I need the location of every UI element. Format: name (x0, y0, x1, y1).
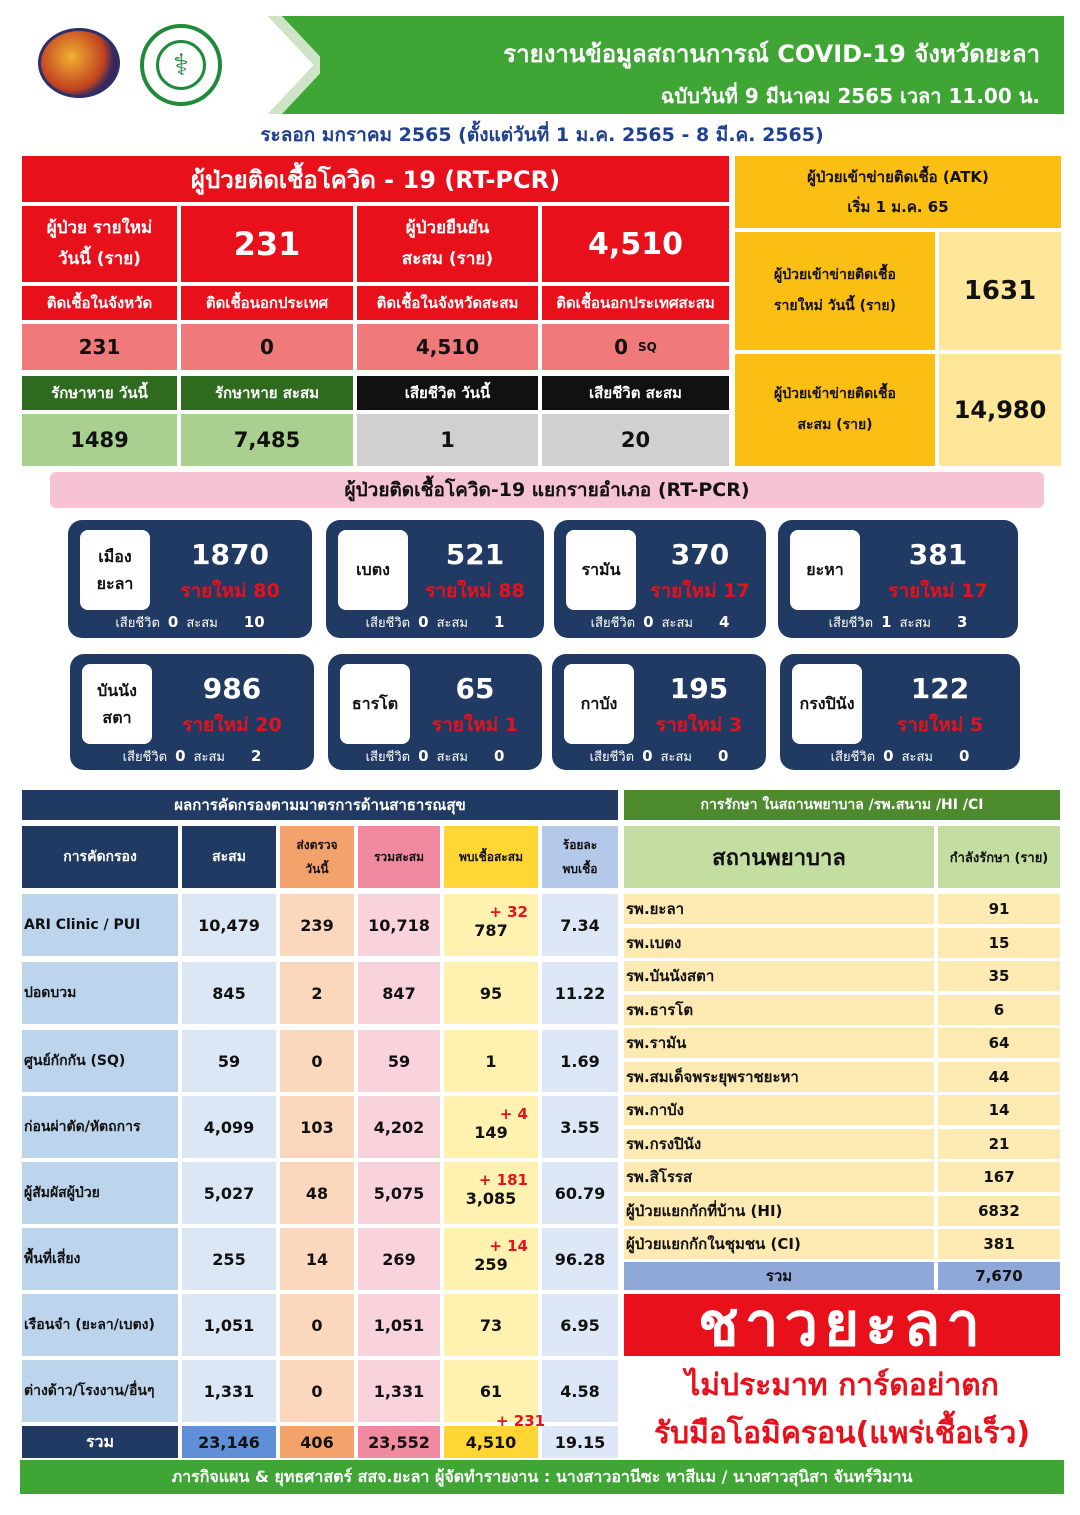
district-name (338, 530, 408, 610)
death-cum-label: สะสม (436, 616, 468, 631)
screening-cell-found (444, 1096, 538, 1158)
screening-cell-today: 2 (280, 962, 354, 1024)
district-new-cases: รายใหม่ 1 (431, 714, 519, 736)
district-name-line1: บันนัง (97, 680, 137, 700)
screening-found-value: 259 (474, 1254, 508, 1274)
new-today-value: 231 (181, 206, 353, 282)
screening-cell-name: ARI Clinic / PUI (22, 894, 178, 956)
death-total: 0 (493, 747, 505, 765)
screening-found-increase: + 181 (478, 1170, 528, 1189)
death-label: เสียชีวิต (115, 616, 160, 631)
screening-cell-found (444, 894, 538, 956)
atk-total-label (735, 354, 935, 466)
rtpcr-title: ผู้ป่วยติดเชื้อโควิด - 19 (RT-PCR) (22, 156, 729, 202)
district-name-line1: รามัน (581, 560, 621, 580)
death-total-value: 20 (542, 414, 729, 466)
hospital-count: 91 (938, 894, 1060, 924)
screening-header-pct-line1: ร้อยละ (562, 838, 598, 852)
district-deaths (778, 612, 1018, 633)
district-card (70, 654, 314, 770)
death-label: เสียชีวิต (830, 750, 876, 765)
district-name-line1: เบตง (356, 560, 390, 580)
hospital-count: 35 (938, 961, 1060, 991)
sub-label-abroad-cum: ติดเชื้อนอกประเทศสะสม (542, 286, 729, 320)
screening-cell-name: เรือนจำ (ยะลา/เบตง) (22, 1294, 178, 1356)
death-cum-label: สะสม (901, 750, 933, 765)
hospital-name: รพ.เบตง (624, 928, 934, 958)
new-today-label-line1: ผู้ป่วย รายใหม่ (46, 218, 153, 239)
district-card (780, 654, 1020, 770)
recovered-total-value: 7,485 (181, 414, 353, 466)
screening-header-today-line2: วันนี้ (305, 862, 329, 876)
district-total: 381 (908, 538, 968, 571)
new-today-label (22, 206, 177, 282)
hospital-count: 15 (938, 928, 1060, 958)
screening-cell-cum: 59 (182, 1030, 276, 1092)
sub-label-local-cum: ติดเชื้อในจังหวัดสะสม (357, 286, 538, 320)
screening-cell-pct: 4.58 (542, 1360, 618, 1422)
campaign-line2: ไม่ประมาท การ์ดอย่าตก (685, 1368, 999, 1403)
district-name (82, 664, 152, 744)
caduceus-icon: ⚕ (156, 40, 206, 90)
campaign-line3: รับมือโอมิครอน(แพร่เชื้อเร็ว) (653, 1416, 1031, 1451)
screening-cell-cum: 10,479 (182, 894, 276, 956)
district-new-cases: รายใหม่ 20 (182, 714, 282, 736)
atk-total-value: 14,980 (939, 354, 1061, 466)
screening-cell-pct: 60.79 (542, 1162, 618, 1224)
district-name-line2: สตา (102, 708, 132, 727)
new-today-label-line2: วันนี้ (ราย) (58, 249, 141, 269)
hospital-name: รพ.กาบัง (624, 1095, 934, 1125)
district-total: 1870 (191, 538, 269, 571)
districts-title: ผู้ป่วยติดเชื้อโควิด-19 แยกรายอำเภอ (RT-PCR) (50, 472, 1044, 508)
death-today: 0 (418, 747, 429, 765)
screening-cell-total: 847 (358, 962, 440, 1024)
hospital-count: 167 (938, 1162, 1060, 1192)
screening-cell-today: 0 (280, 1030, 354, 1092)
district-new-cases: รายใหม่ 88 (425, 580, 525, 602)
screening-cell-name: พื้นที่เสี่ยง (22, 1228, 178, 1290)
hospital-name: รพ.ยะลา (624, 894, 934, 924)
screening-cell-total: 5,075 (358, 1162, 440, 1224)
hospital-name: รพ.รามัน (624, 1028, 934, 1058)
screening-cell-found: 73 (444, 1294, 538, 1356)
district-deaths (68, 612, 312, 633)
screening-header-name: การคัดกรอง (22, 826, 178, 888)
hospital-count: 44 (938, 1062, 1060, 1092)
screening-cell-found (444, 1228, 538, 1290)
death-total: 0 (717, 747, 729, 765)
district-card (328, 654, 542, 770)
district-deaths (70, 746, 314, 767)
district-name-line1: ยะหา (806, 560, 844, 580)
screening-cell-cum: 845 (182, 962, 276, 1024)
screening-cell-cum: 255 (182, 1228, 276, 1290)
death-cum-label: สะสม (436, 750, 468, 765)
district-deaths (554, 612, 766, 633)
report-edition: ฉบับวันที่ 9 มีนาคม 2565 เวลา 11.00 น. (660, 84, 1040, 108)
screening-cell-found (444, 1162, 538, 1224)
atk-title (735, 156, 1061, 228)
screening-total-total: 23,552 (358, 1426, 440, 1458)
screening-cell-total: 1,051 (358, 1294, 440, 1356)
district-name (80, 530, 150, 610)
hospital-total-value: 7,670 (938, 1262, 1060, 1290)
screening-cell-today: 0 (280, 1294, 354, 1356)
screening-cell-found: 61 (444, 1360, 538, 1422)
district-total: 195 (669, 672, 729, 705)
screening-cell-today: 14 (280, 1228, 354, 1290)
death-label: เสียชีวิต (365, 616, 411, 631)
screening-cell-today: 48 (280, 1162, 354, 1224)
cumulative-label-line2: สะสม (ราย) (401, 249, 494, 269)
screening-found-increase: + 14 (489, 1236, 528, 1255)
screening-cell-found: 1 (444, 1030, 538, 1092)
screening-cell-found: 95 (444, 962, 538, 1024)
screening-cell-name: ศูนย์กักกัน (SQ) (22, 1030, 178, 1092)
death-total: 3 (956, 613, 968, 631)
atk-new-label-line1: ผู้ป่วยเข้าข่ายติดเชื้อ (774, 267, 896, 284)
recovered-today-value: 1489 (22, 414, 177, 466)
death-label: เสียชีวิต (122, 750, 168, 765)
hospital-count: 381 (938, 1229, 1060, 1259)
death-total-label: เสียชีวิต สะสม (542, 376, 729, 410)
death-today: 0 (175, 747, 186, 765)
screening-cell-today: 0 (280, 1360, 354, 1422)
sub-label-local: ติดเชื้อในจังหวัด (22, 286, 177, 320)
hospital-count: 21 (938, 1129, 1060, 1159)
province-seal-icon (38, 28, 120, 98)
screening-cell-pct: 7.34 (542, 894, 618, 956)
screening-found-increase: + 32 (489, 902, 528, 921)
screening-cell-total: 4,202 (358, 1096, 440, 1158)
district-name-line1: กาบัง (580, 694, 618, 714)
death-cum-label: สะสม (661, 616, 693, 631)
death-today: 0 (643, 613, 654, 631)
district-name-line1: เมือง (98, 546, 132, 566)
screening-cell-total: 10,718 (358, 894, 440, 956)
district-name-line1: กรงปินัง (799, 694, 855, 714)
atk-new-label (735, 232, 935, 350)
district-new-cases: รายใหม่ 80 (180, 580, 280, 602)
hospital-name: ผู้ป่วยแยกกักที่บ้าน (HI) (624, 1196, 934, 1226)
hospital-name: รพ.กรงปินัง (624, 1129, 934, 1159)
abroad-cum-number: 0 (614, 335, 629, 359)
death-today: 0 (418, 613, 429, 631)
atk-title-line1: ผู้ป่วยเข้าข่ายติดเชื้อ (ATK) (807, 168, 989, 186)
hospital-name: ผู้ป่วยแยกกักในชุมชน (CI) (624, 1229, 934, 1259)
death-cum-label: สะสม (899, 616, 931, 631)
district-card (68, 520, 312, 638)
screening-header-total: รวมสะสม (358, 826, 440, 888)
sub-value-local-cum: 4,510 (357, 324, 538, 370)
atk-new-value: 1631 (939, 232, 1061, 350)
hospital-col-count: กำลังรักษา (ราย) (938, 826, 1060, 888)
screening-total-pct: 19.15 (542, 1426, 618, 1458)
screening-cell-pct: 3.55 (542, 1096, 618, 1158)
district-name (792, 664, 862, 744)
screening-cell-cum: 1,331 (182, 1360, 276, 1422)
death-total: 2 (250, 747, 262, 765)
death-today-label: เสียชีวิต วันนี้ (357, 376, 538, 410)
campaign-line1: ชาวยะลา (698, 1289, 986, 1360)
death-total: 1 (493, 613, 505, 631)
screening-found-increase: + 4 (499, 1104, 528, 1123)
recovered-total-label: รักษาหาย สะสม (181, 376, 353, 410)
screening-cell-name: ปอดบวม (22, 962, 178, 1024)
district-name (564, 664, 634, 744)
screening-total-increase: + 231 (496, 1412, 546, 1430)
district-deaths (326, 612, 544, 633)
screening-cell-total: 269 (358, 1228, 440, 1290)
sq-note: SQ (638, 340, 657, 354)
screening-header-found: พบเชื้อสะสม (444, 826, 538, 888)
hospital-name: รพ.บันนังสตา (624, 961, 934, 991)
death-cum-label: สะสม (193, 750, 225, 765)
death-label: เสียชีวิต (589, 750, 635, 765)
screening-total-found: 4,510 (444, 1426, 538, 1458)
district-deaths (328, 746, 542, 767)
screening-total-cum: 23,146 (182, 1426, 276, 1458)
screening-header-pct (542, 826, 618, 888)
screening-cell-today: 239 (280, 894, 354, 956)
cumulative-value: 4,510 (542, 206, 729, 282)
screening-cell-cum: 5,027 (182, 1162, 276, 1224)
district-name (790, 530, 860, 610)
district-deaths (552, 746, 766, 767)
screening-header-cum: สะสม (182, 826, 276, 888)
death-today: 0 (167, 613, 179, 631)
cumulative-label (357, 206, 538, 282)
hospital-title: การรักษา ในสถานพยาบาล /รพ.สนาม /HI /CI (624, 790, 1060, 820)
district-total: 986 (202, 672, 262, 705)
death-label: เสียชีวิต (828, 616, 874, 631)
screening-title: ผลการคัดกรองตามมาตรการด้านสาธารณสุข (22, 790, 618, 820)
death-today: 0 (642, 747, 653, 765)
death-today-value: 1 (357, 414, 538, 466)
district-new-cases: รายใหม่ 3 (655, 714, 743, 736)
screening-cell-cum: 1,051 (182, 1294, 276, 1356)
death-total: 4 (718, 613, 730, 631)
report-period: ระลอก มกราคม 2565 (ตั้งแต่วันที่ 1 ม.ค. 2565 - 8 มี.ค. 2565) (260, 124, 824, 146)
screening-found-value: 149 (474, 1122, 508, 1142)
screening-total-name: รวม (22, 1426, 178, 1458)
hospital-name: รพ.สิโรรส (624, 1162, 934, 1192)
screening-cell-pct: 11.22 (542, 962, 618, 1024)
district-new-cases: รายใหม่ 17 (888, 580, 988, 602)
district-total: 521 (445, 538, 505, 571)
death-label: เสียชีวิต (365, 750, 411, 765)
death-cum-label: สะสม (186, 616, 218, 631)
hospital-count: 14 (938, 1095, 1060, 1125)
district-new-cases: รายใหม่ 5 (896, 714, 984, 736)
hospital-name: รพ.สมเด็จพระยุพราชยะหา (624, 1062, 934, 1092)
screening-cell-total: 1,331 (358, 1360, 440, 1422)
death-cum-label: สะสม (660, 750, 692, 765)
atk-new-label-line2: รายใหม่ วันนี้ (ราย) (773, 298, 896, 314)
hospital-count: 6 (938, 995, 1060, 1025)
screening-cell-pct: 1.69 (542, 1030, 618, 1092)
district-card (552, 654, 766, 770)
report-title: รายงานข้อมูลสถานการณ์ COVID-19 จังหวัดยะลา (503, 40, 1040, 68)
district-name-line1: ธารโต (351, 694, 399, 714)
district-total: 370 (670, 538, 730, 571)
sub-value-local: 231 (22, 324, 177, 370)
screening-header-pct-line2: พบเชื้อ (562, 862, 598, 876)
screening-cell-total: 59 (358, 1030, 440, 1092)
footer-credits: ภารกิจแผน & ยุทธศาสตร์ สสจ.ยะลา ผู้จัดทำรายงาน : นางสาวอานีซะ หาสีแม / นางสาวสุนิสา จันทร์วิมาน (20, 1460, 1064, 1494)
hospital-total-label: รวม (624, 1262, 934, 1290)
screening-header-today-line1: ส่งตรวจ (296, 838, 338, 852)
district-card (326, 520, 544, 638)
cumulative-label-line1: ผู้ป่วยยืนยัน (405, 218, 490, 239)
death-total: 10 (243, 613, 265, 631)
hospital-col-name: สถานพยาบาล (624, 826, 934, 888)
screening-found-value: 787 (474, 920, 508, 940)
district-name-line2: ยะลา (96, 574, 134, 593)
screening-cell-name: ผู้สัมผัสผู้ป่วย (22, 1162, 178, 1224)
sub-value-abroad: 0 (181, 324, 353, 370)
district-total: 65 (455, 672, 495, 705)
hospital-count: 64 (938, 1028, 1060, 1058)
hospital-count: 6832 (938, 1196, 1060, 1226)
district-card (554, 520, 766, 638)
district-total: 122 (910, 672, 970, 705)
atk-total-label-line2: สะสม (ราย) (797, 417, 873, 433)
district-new-cases: รายใหม่ 17 (650, 580, 750, 602)
screening-cell-pct: 6.95 (542, 1294, 618, 1356)
district-card (778, 520, 1018, 638)
atk-total-label-line1: ผู้ป่วยเข้าข่ายติดเชื้อ (774, 386, 896, 403)
screening-total-today: 406 (280, 1426, 354, 1458)
death-total: 0 (958, 747, 970, 765)
district-deaths (780, 746, 1020, 767)
district-name (566, 530, 636, 610)
screening-header-today (280, 826, 354, 888)
screening-cell-name: ต่างด้าว/โรงงาน/อื่นๆ (22, 1360, 178, 1422)
sub-label-abroad: ติดเชื้อนอกประเทศ (181, 286, 353, 320)
screening-cell-cum: 4,099 (182, 1096, 276, 1158)
atk-title-line2: เริ่ม 1 ม.ค. 65 (847, 198, 949, 216)
death-today: 1 (881, 613, 892, 631)
screening-cell-pct: 96.28 (542, 1228, 618, 1290)
death-today: 0 (883, 747, 894, 765)
death-label: เสียชีวิต (590, 616, 636, 631)
screening-found-value: 3,085 (465, 1188, 517, 1208)
sub-value-abroad-cum (542, 324, 729, 370)
hospital-name: รพ.ธารโต (624, 995, 934, 1025)
screening-cell-today: 103 (280, 1096, 354, 1158)
recovered-today-label: รักษาหาย วันนี้ (22, 376, 177, 410)
screening-cell-name: ก่อนผ่าตัด/หัตถการ (22, 1096, 178, 1158)
district-name (340, 664, 410, 744)
